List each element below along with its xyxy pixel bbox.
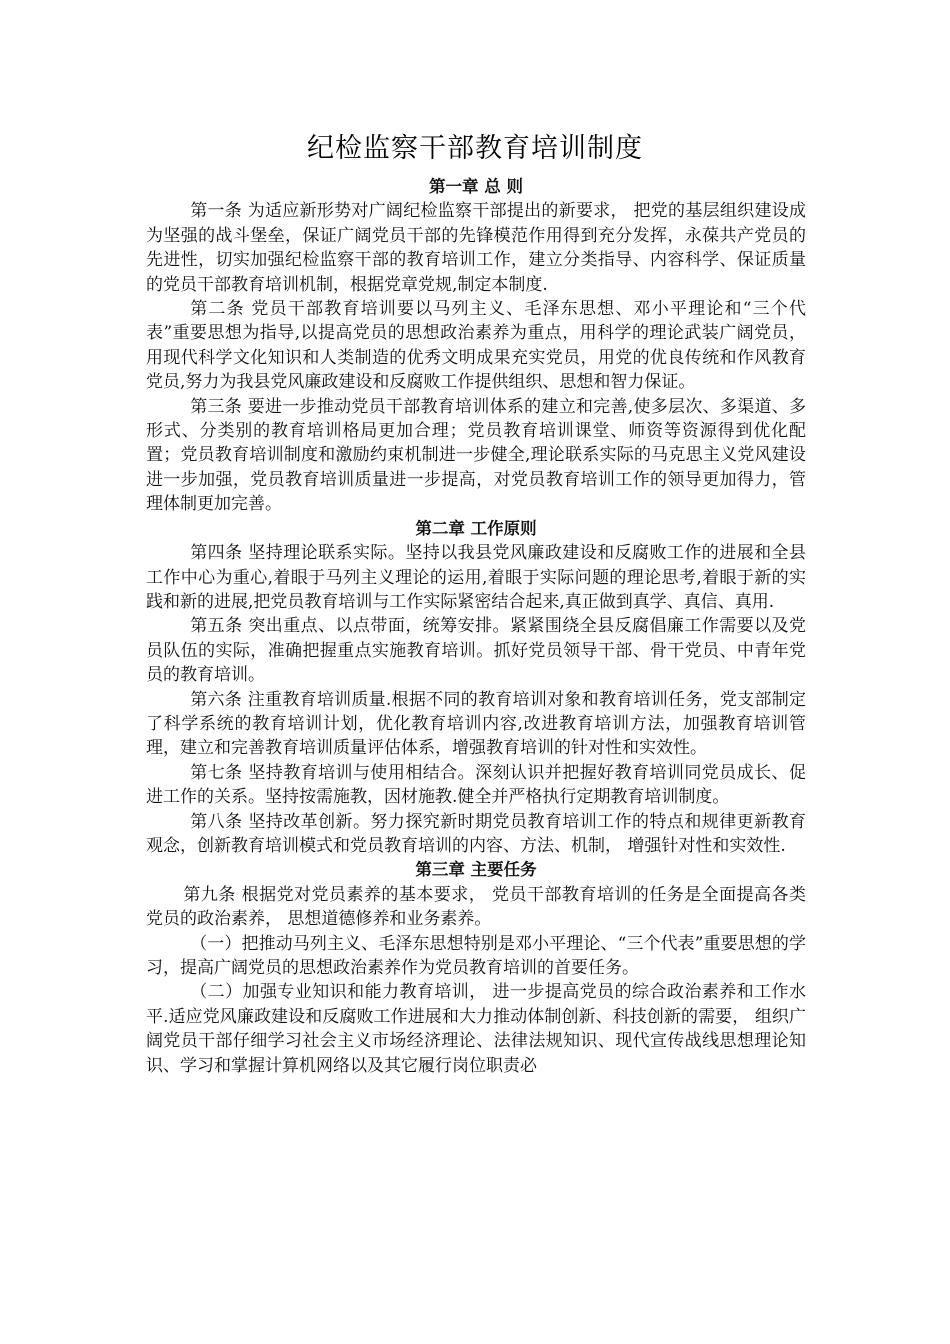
- task-item: （二）加强专业知识和能力教育培训， 进一步提高党员的综合政治素养和工作水平.适应党风廉政建设和反腐败工作进展和大力推动体制创新、科技创新的需要， 组织广阔党员干部仔细学习社会主义市场经济理论、法律法规知识、现代宣传战线思想理论知识、学习和掌握计算机网络以及其它履行岗位职责必: [146, 982, 806, 1076]
- chapter-heading: 第二章 工作原则: [415, 518, 537, 538]
- article-paragraph: 第三条 要进一步推动党员干部教育培训体系的建立和完善,使多层次、多渠道、多形式、分类别的教育培训格局更加合理；党员教育培训课堂、师资等资源得到优化配置；党员教育培训制度和激励约束机制进一步健全,理论联系实际的马克思主义党风建设进一步加强，党员教育培训质量进一步提高，对党员教育培训工作的领导更加得力，管理体制更加完善。: [146, 396, 806, 515]
- article-paragraph: 第八条 坚持改革创新。努力探究新时期党员教育培训工作的特点和规律更新教育观念，创新教育培训模式和党员教育培训的内容、方法、机制， 增强针对性和实效性.: [146, 811, 806, 856]
- article-paragraph: 第二条 党员干部教育培训要以马列主义、毛泽东思想、邓小平理论和“三个代表”重要思想为指导,以提高党员的思想政治素养为重点，用科学的理论武装广阔党员，用现代科学文化知识和人类制造的优秀文明成果充实党员，用党的优良传统和作风教育党员,努力为我县党风廉政建设和反腐败工作提供组织、思想和智力保证。: [146, 299, 806, 393]
- article-paragraph: 第一条 为适应新形势对广阔纪检监察干部提出的新要求， 把党的基层组织建设成为坚强的战斗堡垒，保证广阔党员干部的先锋模范作用得到充分发挥，永葆共产党员的先进性，切实加强纪检监察干部的教育培训工作，建立分类指导、内容科学、保证质量的党员干部教育培训机制，根据党章党规,制定本制度.: [146, 201, 806, 295]
- article-paragraph: 第九条 根据党对党员素养的基本要求， 党员干部教育培训的任务是全面提高各类党员的政治素养， 思想道德修养和业务素养。: [146, 884, 806, 930]
- article-paragraph: 第五条 突出重点、以点带面，统筹安排。紧紧围绕全县反腐倡廉工作需要以及党员队伍的实际，准确把握重点实施教育培训。抓好党员领导干部、骨干党员、中青年党员的教育培训。: [146, 616, 806, 686]
- article-paragraph: 第六条 注重教育培训质量.根据不同的教育培训对象和教育培训任务，党支部制定了科学系统的教育培训计划，优化教育培训内容,改进教育培训方法，加强教育培训管理，建立和完善教育培训质量评估体系，增强教育培训的针对性和实效性。: [146, 689, 806, 759]
- task-item: （一）把推动马列主义、毛泽东思想特别是邓小平理论、“三个代表”重要思想的学习，提高广阔党员的思想政治素养作为党员教育培训的首要任务。: [146, 933, 806, 978]
- document-body: [146, 175, 806, 1078]
- article-paragraph: 第七条 坚持教育培训与使用相结合。深刻认识并把握好教育培训同党员成长、促进工作的关系。坚持按需施教，因材施教.健全并严格执行定期教育培训制度。: [146, 762, 806, 808]
- chapter-heading: 第三章 主要任务: [415, 860, 537, 880]
- article-paragraph: 第四条 坚持理论联系实际。坚持以我县党风廉政建设和反腐败工作的进展和全县工作中心为重心,着眼于马列主义理论的运用,着眼于实际问题的理论思考,着眼于新的实践和新的进展,把党员教育培训与工作实际紧密结合起来,真正做到真学、真信、真用.: [146, 543, 806, 612]
- chapter-heading: 第一章 总 则: [429, 177, 523, 196]
- document-title: 纪检监察干部教育培训制度: [307, 133, 643, 164]
